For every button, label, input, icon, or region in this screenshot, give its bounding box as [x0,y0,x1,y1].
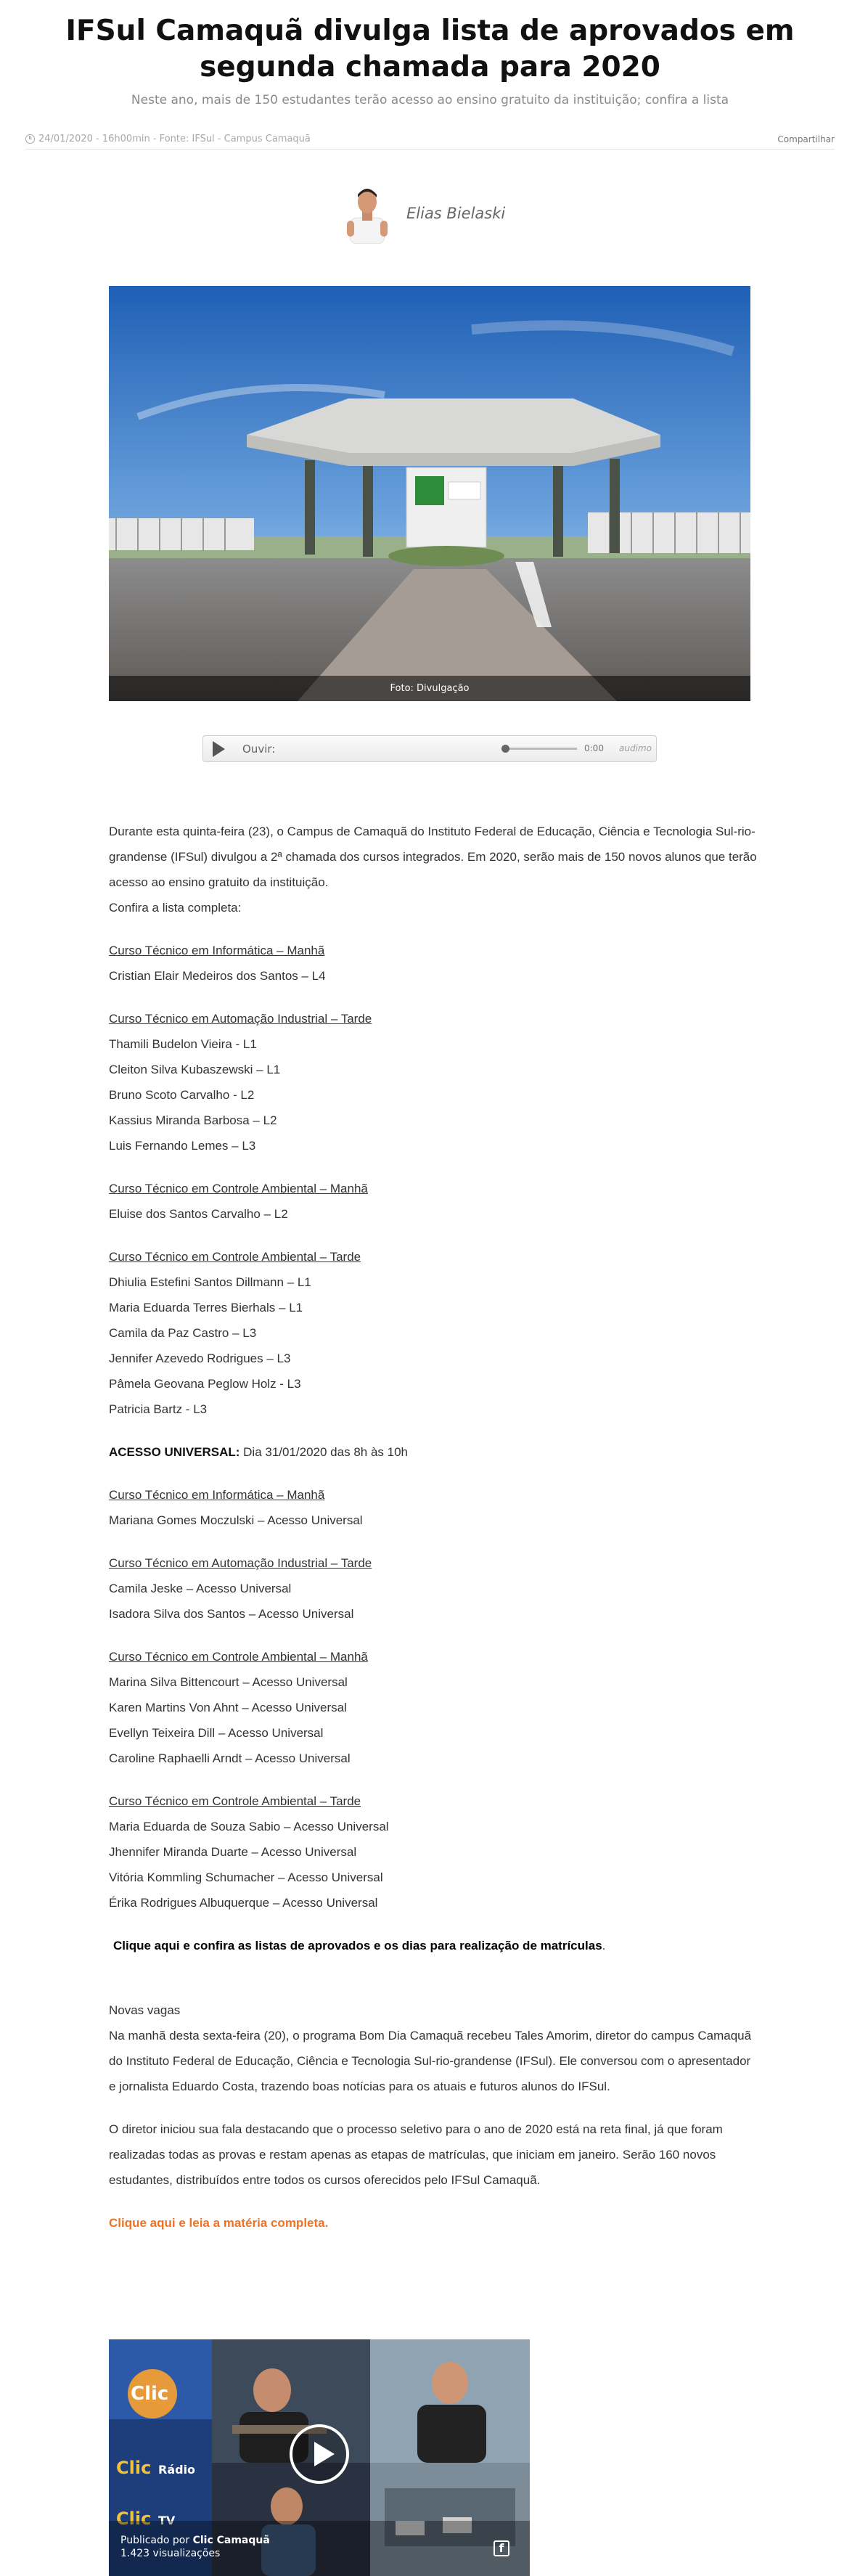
course-heading: Curso Técnico em Automação Industrial – Tarde [109,1012,372,1026]
audio-time: 0:00 [584,743,604,753]
student-entry: Bruno Scoto Carvalho - L2 [109,1088,255,1102]
meta-bar [25,131,835,150]
article-meta-text: 24/01/2020 - 16h00min - Fonte: IFSul - Campus Camaquã [38,134,311,144]
course-heading: Curso Técnico em Controle Ambiental – Tarde [109,1250,361,1264]
video-logo-radio-a: Clic [116,2458,152,2478]
video-logo-tv-a: Clic [116,2508,152,2529]
student-entry: Patricia Bartz - L3 [109,1402,208,1416]
vagas-heading: Novas vagas [109,2003,181,2017]
universal-label: ACESSO UNIVERSAL: [109,1445,240,1459]
cta-full-line [109,2210,758,2236]
cta-lists-link[interactable]: Clique aqui e confira as listas de aprovados e os dias para realização de matrículas [113,1939,602,1953]
video-publisher-line [120,2534,270,2547]
author-name: Elias Bielaski [406,205,506,222]
student-entry: Karen Martins Von Ahnt – Acesso Universal [109,1701,347,1714]
video-meta [120,2534,270,2560]
student-entry: Mariana Gomes Moczulski – Acesso Universal [109,1513,363,1527]
hero-image [109,286,750,701]
play-icon [314,2442,335,2466]
cta-lists-suffix: . [602,1939,606,1953]
student-entry: Jennifer Azevedo Rodrigues – L3 [109,1352,291,1365]
list-intro: Confira a lista completa: [109,901,242,915]
universal-date: Dia 31/01/2020 das 8h às 10h [239,1445,408,1459]
clock-icon [25,134,35,144]
cta-lists-line [109,1933,758,1958]
student-entry: Camila da Paz Castro – L3 [109,1326,257,1340]
page-title: IFSul Camaquã divulga lista de aprovados em segunda chamada para 2020 [65,15,795,83]
audio-seek-bar[interactable] [504,748,577,750]
approved-list-quota [109,938,758,1439]
video-logo-tv-b: TV [158,2514,176,2527]
facebook-icon[interactable]: f [494,2540,509,2556]
page-subtitle: Neste ano, mais de 150 estudantes terão acesso ao ensino gratuito da instituição; confira a lista [131,93,729,107]
course-heading: Curso Técnico em Automação Industrial – Tarde [109,1556,372,1570]
approved-list-universal [109,1482,758,1933]
article-meta [25,134,311,144]
cta-full-link[interactable]: Clique aqui e leia a matéria completa. [109,2216,329,2230]
share-link[interactable]: Compartilhar [777,134,835,144]
course-heading: Curso Técnico em Controle Ambiental – Tarde [109,1794,361,1808]
vagas-paragraph-1: Na manhã desta sexta-feira (20), o programa Bom Dia Camaquã recebeu Tales Amorim, diretor do campus Camaquã do Instituto Federal de Educação, Ciência e Tecnologia Sul-rio-grandense (IFSul). Ele conversou com o apresentador e jornalista Eduardo Costa, trazendo boas notícias para os atuais e futuros alunos do IFSul. [109,2029,752,2093]
audio-play-button[interactable] [205,737,232,761]
student-entry: Érika Rodrigues Albuquerque – Acesso Universal [109,1896,378,1910]
hero-caption: Foto: Divulgação [109,676,750,701]
student-entry: Luis Fernando Lemes – L3 [109,1139,256,1153]
student-entry: Pâmela Geovana Peglow Holz - L3 [109,1377,301,1391]
audio-label: Ouvir: [242,742,276,756]
facebook-video-embed[interactable] [109,2339,530,2576]
video-published-prefix: Publicado por [120,2535,193,2546]
student-entry: Marina Silva Bittencourt – Acesso Universal [109,1675,348,1689]
audio-seek-knob[interactable] [501,745,509,753]
course-heading: Curso Técnico em Controle Ambiental – Manhã [109,1182,368,1195]
student-entry: Maria Eduarda de Souza Sabio – Acesso Universal [109,1820,389,1833]
student-entry: Dhiulia Estefini Santos Dillmann – L1 [109,1275,311,1289]
vagas-paragraph-2: O diretor iniciou sua fala destacando que o processo seletivo para o ano de 2020 está na reta final, já que foram realizadas todas as provas e restam apenas as etapas de matrículas, que iniciam em janeiro. Serão 160 novos estudantes, distribuídos entre todos os cursos oferecidos pelo IFSul Camaquã. [109,2122,723,2187]
universal-note [109,1439,758,1465]
audio-brand[interactable]: audimo [619,743,652,753]
video-logo-radio-b: Rádio [158,2463,196,2477]
student-entry: Cleiton Silva Kubaszewski – L1 [109,1063,281,1076]
author-avatar [344,183,390,244]
student-entry: Caroline Raphaelli Arndt – Acesso Universal [109,1751,351,1765]
video-publisher[interactable]: Clic Camaquã [192,2535,270,2546]
student-entry: Kassius Miranda Barbosa – L2 [109,1113,277,1127]
student-entry: Eluise dos Santos Carvalho – L2 [109,1207,288,1221]
course-heading: Curso Técnico em Controle Ambiental – Manhã [109,1650,368,1664]
student-entry: Evellyn Teixeira Dill – Acesso Universal [109,1726,324,1740]
audio-player [202,735,657,762]
video-views: 1.423 visualizações [120,2548,221,2559]
student-entry: Thamili Budelon Vieira - L1 [109,1037,257,1051]
play-icon [213,741,225,757]
student-entry: Camila Jeske – Acesso Universal [109,1582,292,1595]
article-body [109,819,758,2236]
video-logo-main: Clic [131,2383,169,2405]
course-heading: Curso Técnico em Informática – Manhã [109,1488,325,1502]
video-play-button[interactable] [290,2424,349,2484]
student-entry: Cristian Elair Medeiros dos Santos – L4 [109,969,326,983]
author-block [344,183,505,244]
student-entry: Isadora Silva dos Santos – Acesso Universal [109,1607,354,1621]
course-heading: Curso Técnico em Informática – Manhã [109,944,325,957]
student-entry: Maria Eduarda Terres Bierhals – L1 [109,1301,303,1314]
intro-paragraph: Durante esta quinta-feira (23), o Campus de Camaquã do Instituto Federal de Educação, Ciência e Tecnologia Sul-rio-grandense (IFSul) divulgou a 2ª chamada dos cursos integrados. Em 2020, serão mais de 150 novos alunos que terão acesso ao ensino gratuito da instituição. [109,825,757,889]
student-entry: Jhennifer Miranda Duarte – Acesso Universal [109,1845,357,1859]
student-entry: Vitória Kommling Schumacher – Acesso Universal [109,1870,383,1884]
